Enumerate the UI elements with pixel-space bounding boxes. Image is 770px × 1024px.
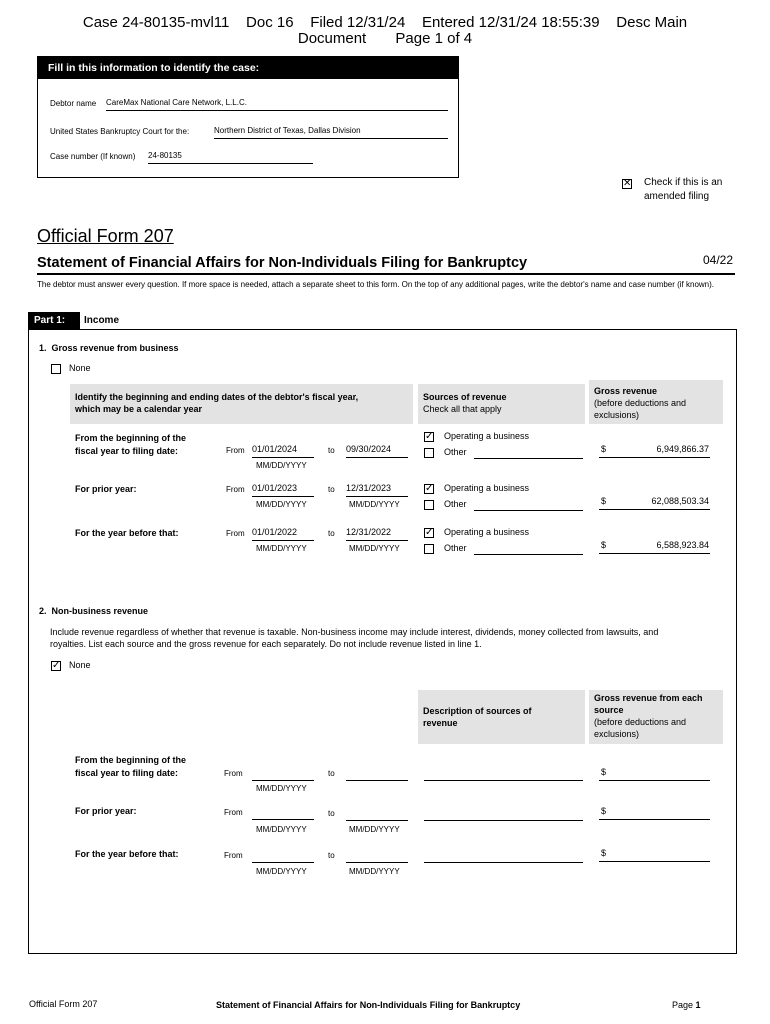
date-hint: MM/DD/YYYY bbox=[349, 544, 400, 553]
footer-form-name: Official Form 207 bbox=[29, 999, 98, 1009]
q1-row-to-value: 12/31/2022 bbox=[346, 527, 392, 537]
form-title: Statement of Financial Affairs for Non-Individuals Filing for Bankruptcy bbox=[37, 255, 528, 271]
currency-sign: $ bbox=[601, 496, 607, 506]
q1-header-sources bbox=[418, 384, 585, 424]
q2-row-amount-field[interactable] bbox=[599, 848, 710, 862]
date-hint: MM/DD/YYYY bbox=[256, 867, 307, 876]
q1-row-amount-field[interactable] bbox=[599, 540, 710, 554]
amended-label bbox=[644, 176, 722, 204]
q1-row-other-checkbox[interactable] bbox=[424, 448, 434, 458]
q1-header-dates bbox=[70, 384, 413, 424]
q1-none-label: None bbox=[69, 363, 91, 373]
debtor-name-label: Debtor name bbox=[50, 99, 97, 108]
case-number-field[interactable] bbox=[148, 151, 313, 164]
q2-row-desc-field[interactable] bbox=[424, 767, 583, 781]
from-label: From bbox=[226, 485, 245, 494]
debtor-name-value: CareMax National Care Network, L.L.C. bbox=[106, 98, 247, 107]
q1-header-gross bbox=[589, 380, 723, 424]
q1-row-business-checkbox[interactable]: ✓ bbox=[425, 431, 434, 442]
part1-tag: Part 1: bbox=[28, 312, 80, 330]
q2-none-checkbox[interactable]: ✓ bbox=[52, 660, 61, 671]
currency-sign: $ bbox=[601, 767, 607, 777]
q2-header-desc bbox=[418, 690, 585, 744]
to-label: to bbox=[328, 485, 335, 494]
q1-header-dates-text: Identify the beginning and ending dates of the debtor's fiscal year, which may be a calendar year bbox=[75, 392, 359, 414]
to-label: to bbox=[328, 769, 335, 778]
q2-row-amount-field[interactable] bbox=[599, 767, 710, 781]
footer-title: Statement of Financial Affairs for Non-Individuals Filing for Bankruptcy bbox=[216, 1000, 521, 1010]
q1-row-to[interactable] bbox=[346, 483, 408, 497]
date-hint: MM/DD/YYYY bbox=[349, 500, 400, 509]
q1-none-checkbox[interactable] bbox=[51, 364, 61, 374]
q2-row-desc-field[interactable] bbox=[424, 807, 583, 821]
q1-row-from-value: 01/01/2023 bbox=[252, 483, 298, 493]
q1-row-business-checkbox[interactable]: ✓ bbox=[425, 483, 434, 494]
q2-header-gross bbox=[589, 690, 723, 744]
q1-row-other-checkbox[interactable] bbox=[424, 544, 434, 554]
form-version: 04/22 bbox=[702, 253, 733, 267]
court-label: United States Bankruptcy Court for the: bbox=[50, 127, 190, 136]
from-label: From bbox=[224, 851, 243, 860]
footer-page bbox=[672, 1000, 701, 1010]
court-field[interactable] bbox=[214, 126, 448, 139]
q2-row-desc-field[interactable] bbox=[424, 849, 583, 863]
q2-none-label: None bbox=[69, 660, 91, 670]
date-hint: MM/DD/YYYY bbox=[256, 500, 307, 509]
q1-row-amount: 6,949,866.37 bbox=[656, 444, 709, 454]
q2-label bbox=[39, 606, 148, 616]
q1-row-from[interactable] bbox=[252, 444, 314, 458]
q2-row-from[interactable] bbox=[252, 767, 314, 781]
q2-row-to[interactable] bbox=[346, 849, 408, 863]
q2-row-label: For the year before that: bbox=[75, 849, 179, 859]
part1-title: Income bbox=[84, 315, 120, 326]
q2-row-amount-field[interactable] bbox=[599, 806, 710, 820]
q1-row-to-value: 12/31/2023 bbox=[346, 483, 392, 493]
q1-row-other-label: Other bbox=[444, 499, 467, 509]
q1-row-business-label: Operating a business bbox=[444, 431, 530, 441]
to-label: to bbox=[328, 446, 335, 455]
to-label: to bbox=[328, 851, 335, 860]
header-line-1: Case 24-80135-mvl11 Doc 16 Filed 12/31/24 Entered 12/31/24 18:55:39 Desc Main bbox=[82, 14, 688, 31]
date-hint: MM/DD/YYYY bbox=[256, 461, 307, 470]
q2-row-to[interactable] bbox=[346, 767, 408, 781]
q1-row-business-checkbox[interactable]: ✓ bbox=[425, 527, 434, 538]
q1-row-other-label: Other bbox=[444, 543, 467, 553]
case-number-label: Case number (If known) bbox=[50, 152, 136, 161]
debtor-name-field[interactable] bbox=[106, 98, 448, 111]
q1-row-label: For prior year: bbox=[75, 484, 137, 494]
q2-row-label: For prior year: bbox=[75, 806, 137, 816]
q1-row-other-checkbox[interactable] bbox=[424, 500, 434, 510]
q1-header-sources-1: Sources of revenue bbox=[423, 392, 507, 402]
q1-row-to-value: 09/30/2024 bbox=[346, 444, 392, 454]
q1-row-label: For the year before that: bbox=[75, 528, 179, 538]
currency-sign: $ bbox=[601, 444, 607, 454]
q1-row-business-label: Operating a business bbox=[444, 527, 530, 537]
q1-header-sources-2: Check all that apply bbox=[423, 404, 502, 414]
q1-row-from[interactable] bbox=[252, 527, 314, 541]
q2-header-desc-text: Description of sources of revenue bbox=[423, 706, 532, 728]
q1-row-to[interactable] bbox=[346, 527, 408, 541]
date-hint: MM/DD/YYYY bbox=[349, 825, 400, 834]
q1-header-gross-2: (before deductions and exclusions) bbox=[594, 398, 687, 420]
date-hint: MM/DD/YYYY bbox=[256, 784, 307, 793]
footer-page-number: 1 bbox=[695, 1000, 701, 1010]
from-label: From bbox=[226, 446, 245, 455]
q2-row-from[interactable] bbox=[252, 806, 314, 820]
to-label: to bbox=[328, 809, 335, 818]
q1-label bbox=[39, 343, 179, 353]
q1-label-text: 1. Gross revenue from business bbox=[39, 343, 179, 353]
currency-sign: $ bbox=[601, 540, 607, 550]
form-instructions: The debtor must answer every question. If more space is needed, attach a separate sheet to this form. On the top of any additional pages, write the debtor's name and case number (if known). bbox=[37, 280, 715, 289]
q1-row-label: From the beginning of the fiscal year to filing date: bbox=[75, 433, 186, 456]
date-hint: MM/DD/YYYY bbox=[256, 544, 307, 553]
footer-page-label: Page bbox=[672, 1000, 694, 1010]
case-number-value: 24-80135 bbox=[148, 151, 182, 160]
q1-row-other-field[interactable] bbox=[474, 541, 583, 555]
date-hint: MM/DD/YYYY bbox=[256, 825, 307, 834]
form-name: Official Form 207 bbox=[37, 226, 174, 246]
from-label: From bbox=[226, 529, 245, 538]
q2-row-to[interactable] bbox=[346, 807, 408, 821]
part1-bar bbox=[28, 312, 737, 330]
q2-header-gross-1: Gross revenue from each source bbox=[594, 693, 703, 715]
case-box-title: Fill in this information to identify the case: bbox=[38, 57, 458, 79]
currency-sign: $ bbox=[601, 806, 607, 816]
q1-row-amount-field[interactable] bbox=[599, 496, 710, 510]
court-value: Northern District of Texas, Dallas Division bbox=[214, 126, 361, 135]
amended-text-1: Check if this is an bbox=[644, 177, 723, 188]
q1-row-business-label: Operating a business bbox=[444, 483, 530, 493]
q2-header-gross-2: (before deductions and exclusions) bbox=[594, 717, 687, 739]
q1-row-other-field[interactable] bbox=[474, 445, 583, 459]
q2-row-from[interactable] bbox=[252, 849, 314, 863]
court-header bbox=[0, 14, 770, 47]
amended-checkbox[interactable]: ✕ bbox=[623, 178, 632, 189]
q1-row-from-value: 01/01/2022 bbox=[252, 527, 298, 537]
q1-row-from[interactable] bbox=[252, 483, 314, 497]
q2-label-text: 2. Non-business revenue bbox=[39, 606, 149, 616]
from-label: From bbox=[224, 808, 243, 817]
date-hint: MM/DD/YYYY bbox=[349, 867, 400, 876]
from-label: From bbox=[224, 769, 243, 778]
case-info-box bbox=[37, 56, 459, 178]
q2-row-label: From the beginning of the fiscal year to filing date: bbox=[75, 755, 186, 778]
q1-row-amount-field[interactable] bbox=[599, 444, 710, 458]
amended-text-2: amended filing bbox=[644, 191, 710, 202]
q1-row-from-value: 01/01/2024 bbox=[252, 444, 298, 454]
q1-row-to[interactable] bbox=[346, 444, 408, 458]
form-title-bar bbox=[37, 254, 735, 275]
q1-header-gross-1: Gross revenue bbox=[594, 386, 658, 396]
header-line-2: Document Page 1 of 4 bbox=[297, 30, 473, 47]
q1-row-amount: 62,088,503.34 bbox=[651, 496, 709, 506]
q1-row-other-label: Other bbox=[444, 447, 467, 457]
q1-row-other-field[interactable] bbox=[474, 497, 583, 511]
q2-description: Include revenue regardless of whether that revenue is taxable. Non-business income may include interest, dividends, money collected from lawsuits, and royalties. List each source and the gross revenue for each separately. Do not include revenue listed in line 1. bbox=[50, 627, 659, 649]
currency-sign: $ bbox=[601, 848, 607, 858]
q1-row-amount: 6,588,923.84 bbox=[656, 540, 709, 550]
to-label: to bbox=[328, 529, 335, 538]
